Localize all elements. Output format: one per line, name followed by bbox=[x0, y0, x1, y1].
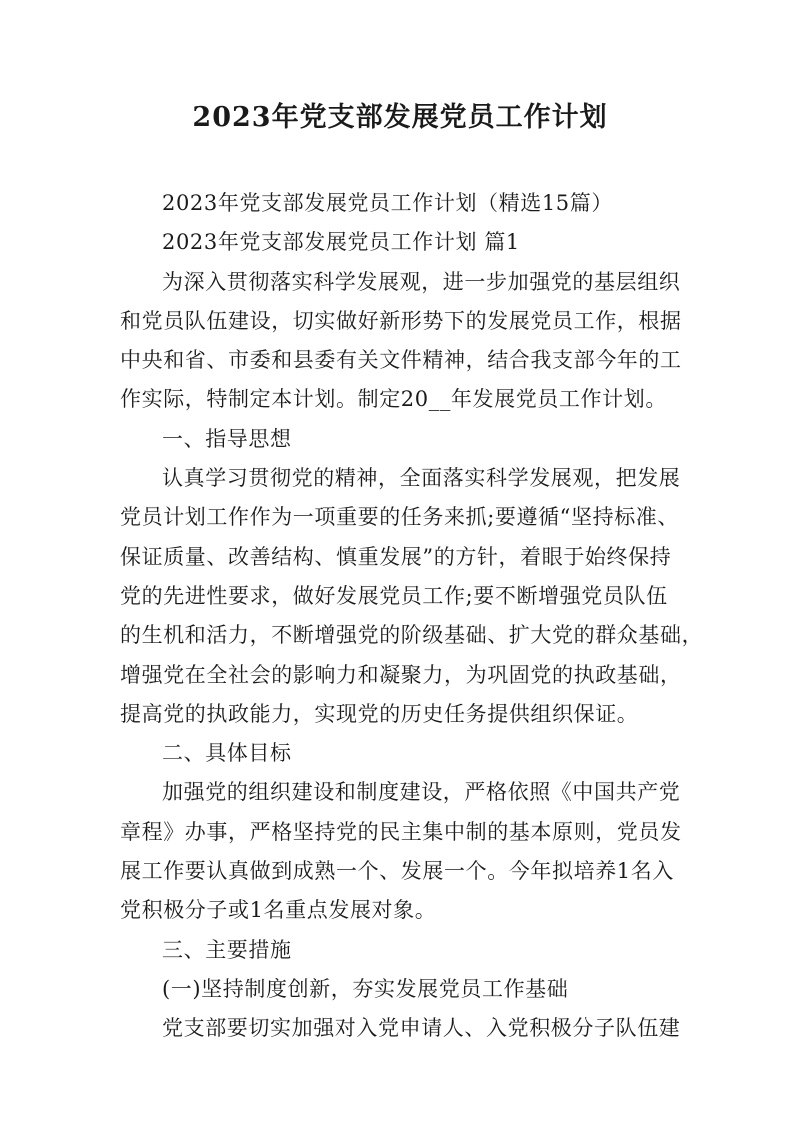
text-line: 章程》办事，严格坚持党的民主集中制的基本原则，党员发 bbox=[120, 819, 682, 844]
text-line: 作实际，特制定本计划。制定20__年发展党员工作计划。 bbox=[120, 387, 667, 412]
text-line: 2023年党支部发展党员工作计划 篇1 bbox=[162, 230, 520, 255]
text-line: (一)坚持制度创新，夯实发展党员工作基础 bbox=[162, 976, 569, 1001]
text-line: 二、具体目标 bbox=[162, 741, 292, 766]
text-line: 提高党的执政能力，实现党的历史任务提供组织保证。 bbox=[120, 701, 639, 726]
text-line: 认真学习贯彻党的精神，全面落实科学发展观，把发展 bbox=[162, 466, 681, 491]
text-line: 党支部要切实加强对入党申请人、入党积极分子队伍建 bbox=[162, 1016, 681, 1041]
document-body bbox=[120, 184, 704, 1049]
text-line: 三、主要措施 bbox=[162, 937, 292, 962]
text-line: 增强党在全社会的影响力和凝聚力，为巩固党的执政基础， bbox=[120, 662, 682, 687]
text-line: 保证质量、改善结构、慎重发展”的方针，着眼于始终保持 bbox=[120, 544, 672, 569]
text-line: 加强党的组织建设和制度建设，严格依照《中国共产党 bbox=[162, 780, 681, 805]
text-line: 中央和省、市委和县委有关文件精神，结合我支部今年的工 bbox=[120, 348, 682, 373]
paragraph-lines bbox=[120, 184, 704, 1049]
text-line: 党员计划工作作为一项重要的任务来抓;要遵循“坚持标准、 bbox=[120, 505, 680, 530]
document-title: 2023年党支部发展党员工作计划 bbox=[192, 102, 608, 133]
text-line: 党积极分子或1名重点发展对象。 bbox=[120, 898, 437, 923]
text-line: 一、指导思想 bbox=[162, 426, 292, 451]
text-line: 的生机和活力，不断增强党的阶级基础、扩大党的群众基础， bbox=[120, 623, 704, 648]
text-line: 展工作要认真做到成熟一个、发展一个。今年拟培养1名入 bbox=[120, 859, 674, 884]
text-line: 2023年党支部发展党员工作计划（精选15篇） bbox=[162, 191, 613, 215]
text-line: 为深入贯彻落实科学发展观，进一步加强党的基层组织 bbox=[162, 269, 681, 294]
text-line: 和党员队伍建设，切实做好新形势下的发展党员工作，根据 bbox=[120, 308, 682, 333]
text-line: 党的先进性要求，做好发展党员工作;要不断增强党员队伍 bbox=[120, 583, 668, 608]
